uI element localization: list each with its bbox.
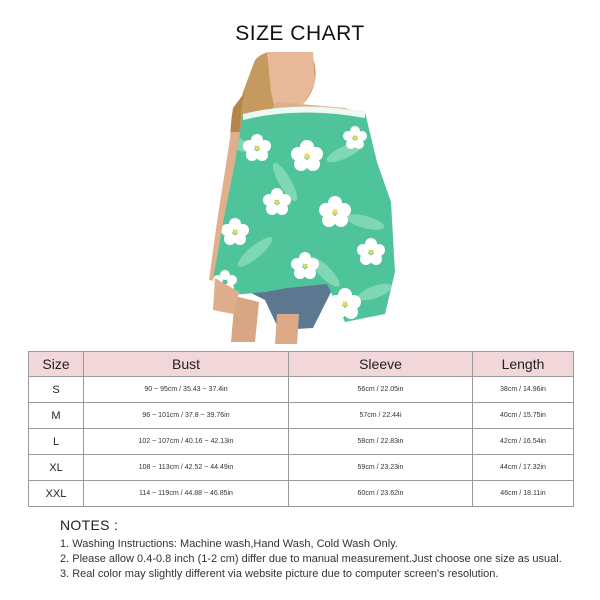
notes-section <box>60 517 590 582</box>
length-cell: 42cm / 16.54in <box>473 429 574 455</box>
table-row <box>29 403 574 429</box>
size-cell: S <box>29 377 84 403</box>
sleeve-cell: 58cm / 22.83in <box>289 429 473 455</box>
header-size: Size <box>29 352 84 377</box>
length-cell: 44cm / 17.32in <box>473 455 574 481</box>
table-row <box>29 481 574 507</box>
size-cell: M <box>29 403 84 429</box>
size-table <box>28 351 574 507</box>
bust-cell: 90 ~ 95cm / 35.43 ~ 37.4in <box>84 377 289 403</box>
sleeve-cell: 57cm / 22.44i <box>289 403 473 429</box>
length-cell: 40cm / 15.75in <box>473 403 574 429</box>
notes-title: NOTES : <box>60 517 119 533</box>
header-sleeve: Sleeve <box>289 352 473 377</box>
note-item: 1. Washing Instructions: Machine wash,Hand Wash, Cold Wash Only. <box>60 538 398 550</box>
header-bust: Bust <box>84 352 289 377</box>
table-row <box>29 455 574 481</box>
size-cell: XL <box>29 455 84 481</box>
bust-cell: 96 ~ 101cm / 37.8 ~ 39.76in <box>84 403 289 429</box>
size-cell: XXL <box>29 481 84 507</box>
header-length: Length <box>473 352 574 377</box>
product-photo <box>195 52 405 344</box>
sleeve-cell: 56cm / 22.05in <box>289 377 473 403</box>
bust-cell: 108 ~ 113cm / 42.52 ~ 44.49in <box>84 455 289 481</box>
table-row <box>29 377 574 403</box>
sleeve-cell: 59cm / 23.23in <box>289 455 473 481</box>
size-chart-title: SIZE CHART <box>235 22 365 45</box>
table-header-row <box>29 352 574 377</box>
size-cell: L <box>29 429 84 455</box>
model-illustration <box>195 52 405 344</box>
bust-cell: 102 ~ 107cm / 40.16 ~ 42.13in <box>84 429 289 455</box>
bust-cell: 114 ~ 119cm / 44.88 ~ 46.85in <box>84 481 289 507</box>
length-cell: 46cm / 18.11in <box>473 481 574 507</box>
length-cell: 38cm / 14.96in <box>473 377 574 403</box>
table-row <box>29 429 574 455</box>
sleeve-cell: 60cm / 23.62in <box>289 481 473 507</box>
note-item: 3. Real color may slightly different via website picture due to computer screen's resolution. <box>60 568 499 580</box>
note-item: 2. Please allow 0.4-0.8 inch (1-2 cm) differ due to manual measurement.Just choose one size as usual. <box>60 553 562 565</box>
